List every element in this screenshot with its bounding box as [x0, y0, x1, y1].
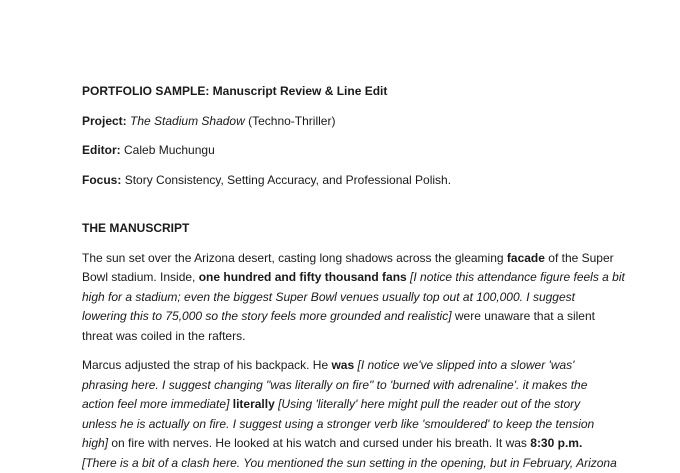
- portfolio-title: PORTFOLIO SAMPLE: Manuscript Review & Line Edit: [82, 82, 602, 102]
- focus-line: [82, 171, 602, 191]
- document-content: [82, 82, 602, 473]
- focus-label: Focus:: [82, 173, 121, 187]
- project-label: Project:: [82, 114, 127, 128]
- editor-comment: high for a stadium; even the biggest Super Bowl venues usually top out at 100,000. I suggest: [82, 290, 575, 304]
- text-run: The sun set over the Arizona desert, casting long shadows across the gleaming: [82, 251, 507, 265]
- text-run: threat was coiled in the rafters.: [82, 329, 245, 343]
- text-run: were unaware that a silent: [452, 309, 595, 323]
- edited-phrase: one hundred and fifty thousand fans: [199, 270, 407, 284]
- text-run: of the Super: [545, 251, 614, 265]
- paragraph-line: [82, 327, 602, 347]
- paragraph-line: [82, 395, 602, 415]
- text-run: Bowl stadium. Inside,: [82, 270, 199, 284]
- project-line: [82, 112, 602, 132]
- paragraph-line: [82, 376, 602, 396]
- editor-comment: action feel more immediate]: [82, 397, 229, 411]
- editor-comment: lowering this to 75,000 so the story feels more grounded and realistic]: [82, 309, 452, 323]
- editor-label: Editor:: [82, 143, 121, 157]
- edited-word: was: [331, 358, 354, 372]
- editor-comment: [I notice this attendance figure feels a bit: [407, 270, 625, 284]
- editor-comment: phrasing here. I suggest changing "was literally on fire" to 'burned with adrenaline'. it makes the: [82, 378, 587, 392]
- editor-comment: [I notice we've slipped into a slower 'was': [354, 358, 574, 372]
- edited-word: facade: [507, 251, 545, 265]
- paragraph-line: [82, 288, 602, 308]
- paragraph-line: [82, 454, 602, 473]
- paragraph-line: [82, 249, 602, 269]
- editor-comment: [There is a bit of a clash here. You mentioned the sun setting in the opening, but in February, Arizona: [82, 456, 617, 470]
- editor-comment: unless he is actually on fire. I suggest using a stronger verb like 'smouldered' to keep the tension: [82, 417, 594, 431]
- editor-name: Caleb Muchungu: [124, 143, 215, 157]
- paragraph-line: [82, 415, 602, 435]
- edited-word: literally: [229, 397, 274, 411]
- text-run: on fire with nerves. He looked at his watch and cursed under his breath. It was: [108, 436, 530, 450]
- project-genre: (Techno-Thriller): [248, 114, 335, 128]
- paragraph-line: [82, 307, 602, 327]
- section-heading: THE MANUSCRIPT: [82, 219, 602, 239]
- manuscript-paragraph-1: [82, 249, 602, 347]
- editor-comment: high]: [82, 436, 108, 450]
- editor-line: [82, 141, 602, 161]
- paragraph-line: [82, 356, 602, 376]
- text-run: Marcus adjusted the strap of his backpack. He: [82, 358, 331, 372]
- edited-time: 8:30 p.m.: [530, 436, 582, 450]
- manuscript-paragraph-2: [82, 356, 602, 473]
- paragraph-line: [82, 268, 602, 288]
- editor-comment: [Using 'literally' here might pull the reader out of the story: [275, 397, 580, 411]
- paragraph-line: [82, 434, 602, 454]
- focus-text: Story Consistency, Setting Accuracy, and Professional Polish.: [125, 173, 451, 187]
- project-title: The Stadium Shadow: [130, 114, 245, 128]
